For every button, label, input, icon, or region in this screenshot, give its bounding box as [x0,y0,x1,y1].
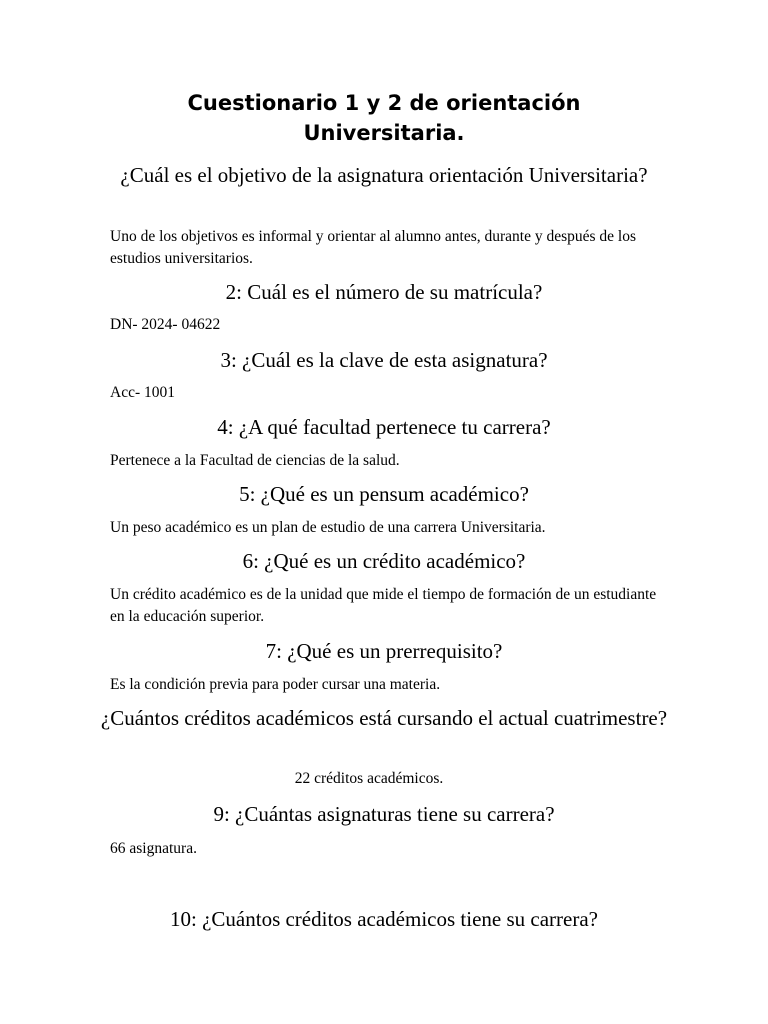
answer-5: Un peso académico es un plan de estudio de una carrera Universitaria. [110,519,546,536]
document-title-line-1: Cuestionario 1 y 2 de orientación [187,91,581,115]
answer-4: Pertenece a la Facultad de ciencias de la salud. [110,452,400,469]
question-3: 3: ¿Cuál es la clave de esta asignatura? [220,348,548,372]
question-5: 5: ¿Qué es un pensum académico? [239,482,529,506]
question-1: ¿Cuál es el objetivo de la asignatura orientación Universitaria? [120,163,648,187]
question-2: 2: Cuál es el número de su matrícula? [225,280,543,304]
answer-7: Es la condición previa para poder cursar una materia. [110,676,441,693]
question-10: 10: ¿Cuántos créditos académicos tiene su carrera? [170,907,598,931]
answer-3: Acc- 1001 [110,384,175,401]
answer-9: 66 asignatura. [110,840,197,857]
question-7: 7: ¿Qué es un prerrequisito? [265,639,503,663]
document-title-line-2: Universitaria. [303,121,465,145]
answer-1: Uno de los objetivos es informal y orientar al alumno antes, durante y después de los estudios universitarios. [110,228,637,267]
answer-6: Un crédito académico es de la unidad que mide el tiempo de formación de un estudiante en la educación superior. [110,586,657,625]
answer-8: 22 créditos académicos. [294,770,444,787]
question-6: 6: ¿Qué es un crédito académico? [242,549,526,573]
question-9: 9: ¿Cuántas asignaturas tiene su carrera? [213,802,555,826]
answer-2: DN- 2024- 04622 [110,316,221,333]
question-8: ¿Cuántos créditos académicos está cursando el actual cuatrimestre? [100,706,668,730]
question-4: 4: ¿A qué facultad pertenece tu carrera? [217,415,551,439]
